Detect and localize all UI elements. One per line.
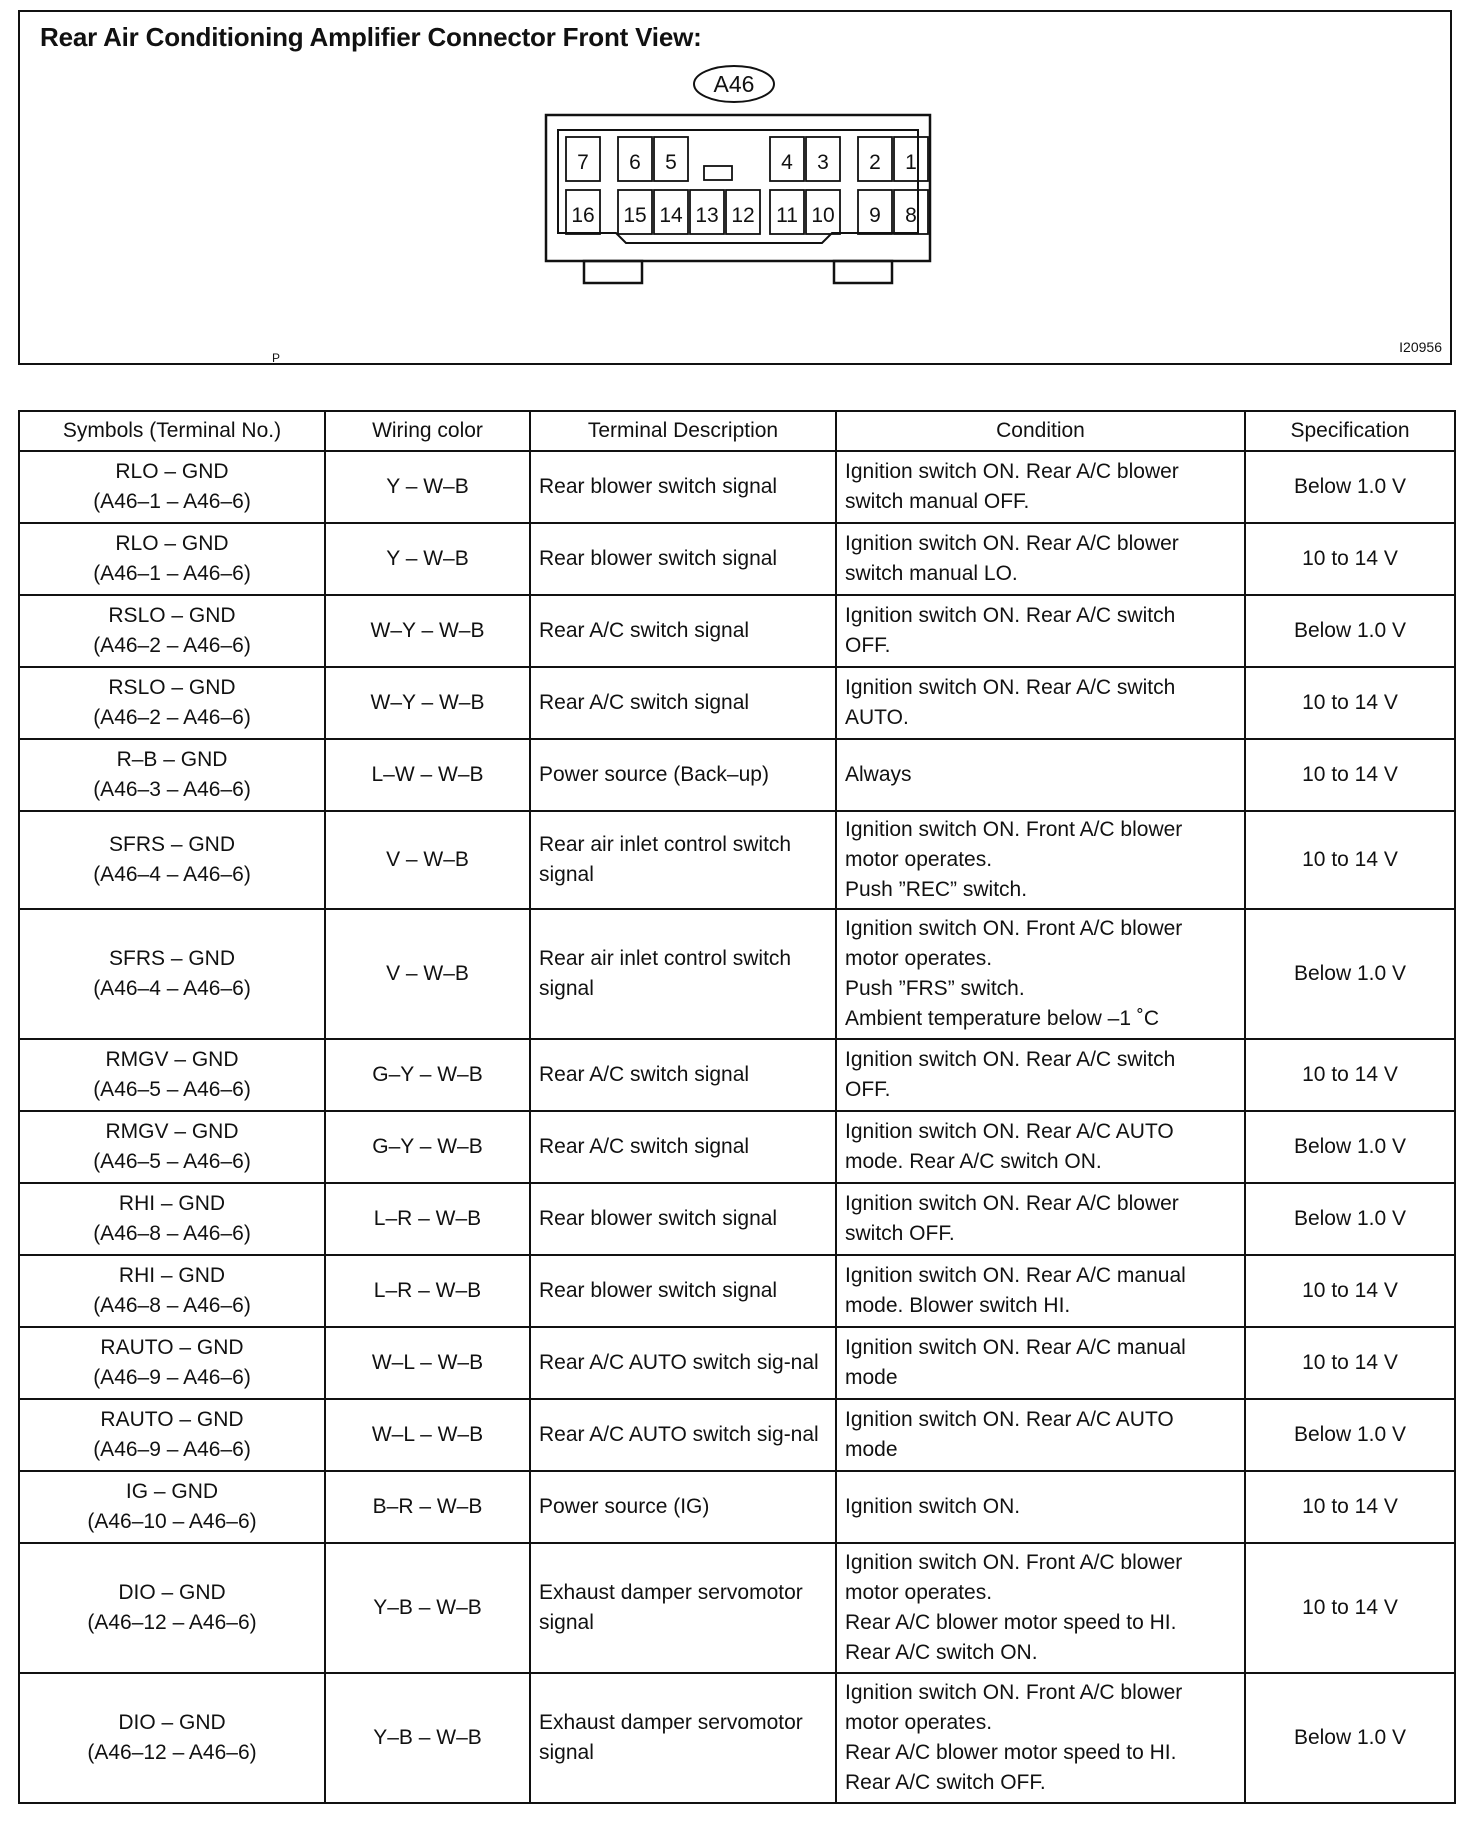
terminal-description-cell: Exhaust damper servomotor signal <box>530 1543 836 1673</box>
column-header: Wiring color <box>325 411 530 451</box>
condition-cell <box>836 595 1245 667</box>
condition-cell <box>836 1399 1245 1471</box>
condition-line: motor operates. <box>845 1581 993 1604</box>
condition-cell <box>836 1471 1245 1543</box>
specification-cell: 10 to 14 V <box>1245 523 1455 595</box>
specification-cell: 10 to 14 V <box>1245 739 1455 811</box>
wiring-color-cell: L–W – W–B <box>325 739 530 811</box>
condition-line: Ignition switch ON. Front A/C blower <box>845 818 1183 841</box>
pin-number: 15 <box>623 204 647 227</box>
symbol-name: SFRS – GND <box>108 833 236 856</box>
specification-cell: Below 1.0 V <box>1245 1399 1455 1471</box>
condition-line: Push ”FRS” switch. <box>845 977 1025 1000</box>
table-row <box>19 1111 1455 1183</box>
pin-number: 6 <box>629 151 641 174</box>
symbol-cell <box>19 909 325 1039</box>
terminal-numbers: (A46–4 – A46–6) <box>93 977 251 1000</box>
specification-cell: Below 1.0 V <box>1245 451 1455 523</box>
wiring-color-cell: L–R – W–B <box>325 1255 530 1327</box>
table-row <box>19 595 1455 667</box>
condition-line: switch OFF. <box>845 1222 955 1245</box>
terminal-numbers: (A46–3 – A46–6) <box>93 778 251 801</box>
condition-line: Ignition switch ON. Rear A/C AUTO <box>845 1408 1174 1431</box>
pin-number: 10 <box>811 204 835 227</box>
pin-row-top <box>566 137 928 181</box>
wiring-color-cell: W–Y – W–B <box>325 667 530 739</box>
specification-cell: 10 to 14 V <box>1245 1255 1455 1327</box>
diagram-title: Rear Air Conditioning Amplifier Connector Front View: <box>40 22 702 52</box>
figure-reference-code: I20956 <box>1399 339 1442 355</box>
terminal-numbers: (A46–8 – A46–6) <box>93 1294 251 1317</box>
table-row <box>19 523 1455 595</box>
column-header: Condition <box>836 411 1245 451</box>
terminal-numbers: (A46–4 – A46–6) <box>93 863 251 886</box>
condition-cell <box>836 1543 1245 1673</box>
condition-line: Rear A/C switch OFF. <box>845 1771 1046 1794</box>
condition-line: Push ”REC” switch. <box>845 878 1028 901</box>
symbol-name: DIO – GND <box>118 1711 226 1734</box>
terminal-description-cell: Rear air inlet control switch signal <box>530 811 836 909</box>
table-row <box>19 451 1455 523</box>
table-row <box>19 1543 1455 1673</box>
symbol-name: DIO – GND <box>118 1581 226 1604</box>
terminal-description-cell: Rear A/C switch signal <box>530 667 836 739</box>
condition-line: AUTO. <box>845 706 909 729</box>
terminal-description-cell: Rear A/C AUTO switch sig-nal <box>530 1327 836 1399</box>
condition-cell <box>836 739 1245 811</box>
table-row <box>19 667 1455 739</box>
condition-cell <box>836 1111 1245 1183</box>
pin-number: 16 <box>571 204 595 227</box>
condition-cell <box>836 1327 1245 1399</box>
symbol-cell <box>19 1673 325 1803</box>
condition-cell <box>836 523 1245 595</box>
condition-line: Ignition switch ON. Front A/C blower <box>845 1551 1183 1574</box>
condition-line: mode. Rear A/C switch ON. <box>845 1150 1102 1173</box>
wiring-color-cell: Y–B – W–B <box>325 1543 530 1673</box>
condition-line: Ignition switch ON. Rear A/C switch <box>845 1048 1176 1071</box>
wiring-color-cell: V – W–B <box>325 811 530 909</box>
pin-number: 3 <box>817 151 829 174</box>
table-header-row <box>19 411 1455 451</box>
terminal-description-cell: Rear blower switch signal <box>530 1255 836 1327</box>
condition-line: switch manual OFF. <box>845 490 1030 513</box>
connector-diagram-panel <box>18 10 1452 365</box>
table-row <box>19 1399 1455 1471</box>
connector-front-view-drawing <box>20 12 1450 362</box>
condition-line: Ignition switch ON. Rear A/C AUTO <box>845 1120 1174 1143</box>
specification-cell: Below 1.0 V <box>1245 1183 1455 1255</box>
terminal-numbers: (A46–2 – A46–6) <box>93 706 251 729</box>
wiring-color-cell: V – W–B <box>325 909 530 1039</box>
specification-cell: 10 to 14 V <box>1245 1471 1455 1543</box>
condition-line: Ignition switch ON. Rear A/C blower <box>845 1192 1179 1215</box>
symbol-name: RSLO – GND <box>108 676 236 699</box>
condition-line: Rear A/C blower motor speed to HI. <box>845 1611 1177 1634</box>
symbol-cell <box>19 523 325 595</box>
terminal-numbers: (A46–1 – A46–6) <box>93 490 251 513</box>
terminal-description-cell: Rear blower switch signal <box>530 523 836 595</box>
condition-line: switch manual LO. <box>845 562 1018 585</box>
wiring-color-cell: Y–B – W–B <box>325 1673 530 1803</box>
terminal-description-cell: Rear A/C AUTO switch sig-nal <box>530 1399 836 1471</box>
wiring-color-cell: G–Y – W–B <box>325 1111 530 1183</box>
symbol-cell <box>19 1111 325 1183</box>
symbol-cell <box>19 811 325 909</box>
condition-line: Ambient temperature below –1 ˚C <box>845 1007 1159 1030</box>
pin-row-bottom <box>566 190 928 234</box>
condition-cell <box>836 811 1245 909</box>
symbol-name: RSLO – GND <box>108 604 236 627</box>
condition-line: mode <box>845 1366 898 1389</box>
table-row <box>19 1673 1455 1803</box>
table-row <box>19 1471 1455 1543</box>
pin-number: 1 <box>905 151 917 174</box>
condition-line: motor operates. <box>845 848 993 871</box>
specification-cell: 10 to 14 V <box>1245 667 1455 739</box>
specification-cell: Below 1.0 V <box>1245 909 1455 1039</box>
terminal-numbers: (A46–5 – A46–6) <box>93 1078 251 1101</box>
specification-cell: Below 1.0 V <box>1245 1111 1455 1183</box>
symbol-name: IG – GND <box>125 1480 219 1503</box>
condition-line: Ignition switch ON. Front A/C blower <box>845 917 1183 940</box>
terminal-description-cell: Power source (Back–up) <box>530 739 836 811</box>
symbol-name: RAUTO – GND <box>100 1408 244 1431</box>
terminal-numbers: (A46–12 – A46–6) <box>87 1611 257 1634</box>
specification-cell: 10 to 14 V <box>1245 1543 1455 1673</box>
symbol-name: SFRS – GND <box>108 947 236 970</box>
condition-cell <box>836 1673 1245 1803</box>
terminal-description-cell: Rear air inlet control switch signal <box>530 909 836 1039</box>
terminal-description-cell: Rear blower switch signal <box>530 1183 836 1255</box>
pin-number: 5 <box>665 151 677 174</box>
page-mark: P <box>272 351 281 365</box>
symbol-cell <box>19 1255 325 1327</box>
symbol-name: R–B – GND <box>116 748 228 771</box>
symbol-cell <box>19 595 325 667</box>
table-row <box>19 1039 1455 1111</box>
condition-line: Ignition switch ON. <box>845 1495 1021 1518</box>
table-body <box>19 451 1455 1803</box>
condition-cell <box>836 667 1245 739</box>
connector-label: A46 <box>713 71 755 97</box>
terminal-numbers: (A46–8 – A46–6) <box>93 1222 251 1245</box>
pin-number: 11 <box>776 204 798 227</box>
table-row <box>19 1255 1455 1327</box>
specification-cell: 10 to 14 V <box>1245 811 1455 909</box>
column-header: Symbols (Terminal No.) <box>19 411 325 451</box>
symbol-name: RMGV – GND <box>105 1048 239 1071</box>
table-row <box>19 1183 1455 1255</box>
condition-line: Always <box>845 763 912 786</box>
terminal-numbers: (A46–2 – A46–6) <box>93 634 251 657</box>
wiring-color-cell: B–R – W–B <box>325 1471 530 1543</box>
terminal-numbers: (A46–9 – A46–6) <box>93 1438 251 1461</box>
wiring-color-cell: W–L – W–B <box>325 1327 530 1399</box>
terminal-numbers: (A46–12 – A46–6) <box>87 1741 257 1764</box>
wiring-color-cell: W–Y – W–B <box>325 595 530 667</box>
condition-line: motor operates. <box>845 1711 993 1734</box>
terminal-numbers: (A46–10 – A46–6) <box>87 1510 257 1533</box>
condition-line: mode <box>845 1438 898 1461</box>
pin-number: 4 <box>781 151 793 174</box>
pin-number: 9 <box>869 204 881 227</box>
symbol-name: RHI – GND <box>118 1192 226 1215</box>
key-notch <box>704 166 732 180</box>
table-row <box>19 909 1455 1039</box>
condition-cell <box>836 1039 1245 1111</box>
latch-tab-left <box>584 261 642 283</box>
table-row <box>19 811 1455 909</box>
condition-line: OFF. <box>845 634 891 657</box>
condition-cell <box>836 1183 1245 1255</box>
condition-line: Ignition switch ON. Rear A/C switch <box>845 604 1176 627</box>
wiring-color-cell: Y – W–B <box>325 523 530 595</box>
wiring-color-cell: G–Y – W–B <box>325 1039 530 1111</box>
terminal-description-cell: Power source (IG) <box>530 1471 836 1543</box>
wiring-color-cell: Y – W–B <box>325 451 530 523</box>
terminal-description-cell: Rear blower switch signal <box>530 451 836 523</box>
condition-line: Rear A/C blower motor speed to HI. <box>845 1741 1177 1764</box>
symbol-name: RAUTO – GND <box>100 1336 244 1359</box>
symbol-name: RLO – GND <box>115 532 229 555</box>
pin-number: 14 <box>659 204 683 227</box>
terminal-description-cell: Rear A/C switch signal <box>530 595 836 667</box>
terminal-description-cell: Rear A/C switch signal <box>530 1039 836 1111</box>
condition-line: mode. Blower switch HI. <box>845 1294 1071 1317</box>
wiring-color-cell: W–L – W–B <box>325 1399 530 1471</box>
condition-line: Ignition switch ON. Front A/C blower <box>845 1681 1183 1704</box>
symbol-cell <box>19 1183 325 1255</box>
symbol-cell <box>19 1543 325 1673</box>
terminal-description-cell: Exhaust damper servomotor signal <box>530 1673 836 1803</box>
latch-tab-right <box>834 261 892 283</box>
condition-line: Ignition switch ON. Rear A/C switch <box>845 676 1176 699</box>
column-header: Specification <box>1245 411 1455 451</box>
condition-line: Ignition switch ON. Rear A/C blower <box>845 460 1179 483</box>
condition-line: motor operates. <box>845 947 993 970</box>
condition-cell <box>836 909 1245 1039</box>
symbol-cell <box>19 1039 325 1111</box>
terminal-spec-table <box>18 410 1456 1804</box>
table-row <box>19 1327 1455 1399</box>
terminal-numbers: (A46–5 – A46–6) <box>93 1150 251 1173</box>
terminal-numbers: (A46–9 – A46–6) <box>93 1366 251 1389</box>
column-header: Terminal Description <box>530 411 836 451</box>
pin-number: 7 <box>577 151 589 174</box>
condition-line: Rear A/C switch ON. <box>845 1641 1038 1664</box>
condition-cell <box>836 451 1245 523</box>
condition-cell <box>836 1255 1245 1327</box>
symbol-cell <box>19 1399 325 1471</box>
pin-number: 12 <box>731 204 755 227</box>
symbol-name: RMGV – GND <box>105 1120 239 1143</box>
pin-number: 2 <box>869 151 881 174</box>
specification-cell: 10 to 14 V <box>1245 1039 1455 1111</box>
symbol-name: RLO – GND <box>115 460 229 483</box>
condition-line: Ignition switch ON. Rear A/C manual <box>845 1264 1186 1287</box>
condition-line: Ignition switch ON. Rear A/C manual <box>845 1336 1186 1359</box>
symbol-cell <box>19 1471 325 1543</box>
pin-number: 8 <box>905 204 917 227</box>
symbol-cell <box>19 739 325 811</box>
table-row <box>19 739 1455 811</box>
condition-line: Ignition switch ON. Rear A/C blower <box>845 532 1179 555</box>
symbol-cell <box>19 451 325 523</box>
pin-number: 13 <box>695 204 719 227</box>
specification-cell: Below 1.0 V <box>1245 595 1455 667</box>
symbol-cell <box>19 1327 325 1399</box>
condition-line: OFF. <box>845 1078 891 1101</box>
symbol-cell <box>19 667 325 739</box>
symbol-name: RHI – GND <box>118 1264 226 1287</box>
terminal-description-cell: Rear A/C switch signal <box>530 1111 836 1183</box>
terminal-numbers: (A46–1 – A46–6) <box>93 562 251 585</box>
specification-cell: 10 to 14 V <box>1245 1327 1455 1399</box>
specification-cell: Below 1.0 V <box>1245 1673 1455 1803</box>
wiring-color-cell: L–R – W–B <box>325 1183 530 1255</box>
